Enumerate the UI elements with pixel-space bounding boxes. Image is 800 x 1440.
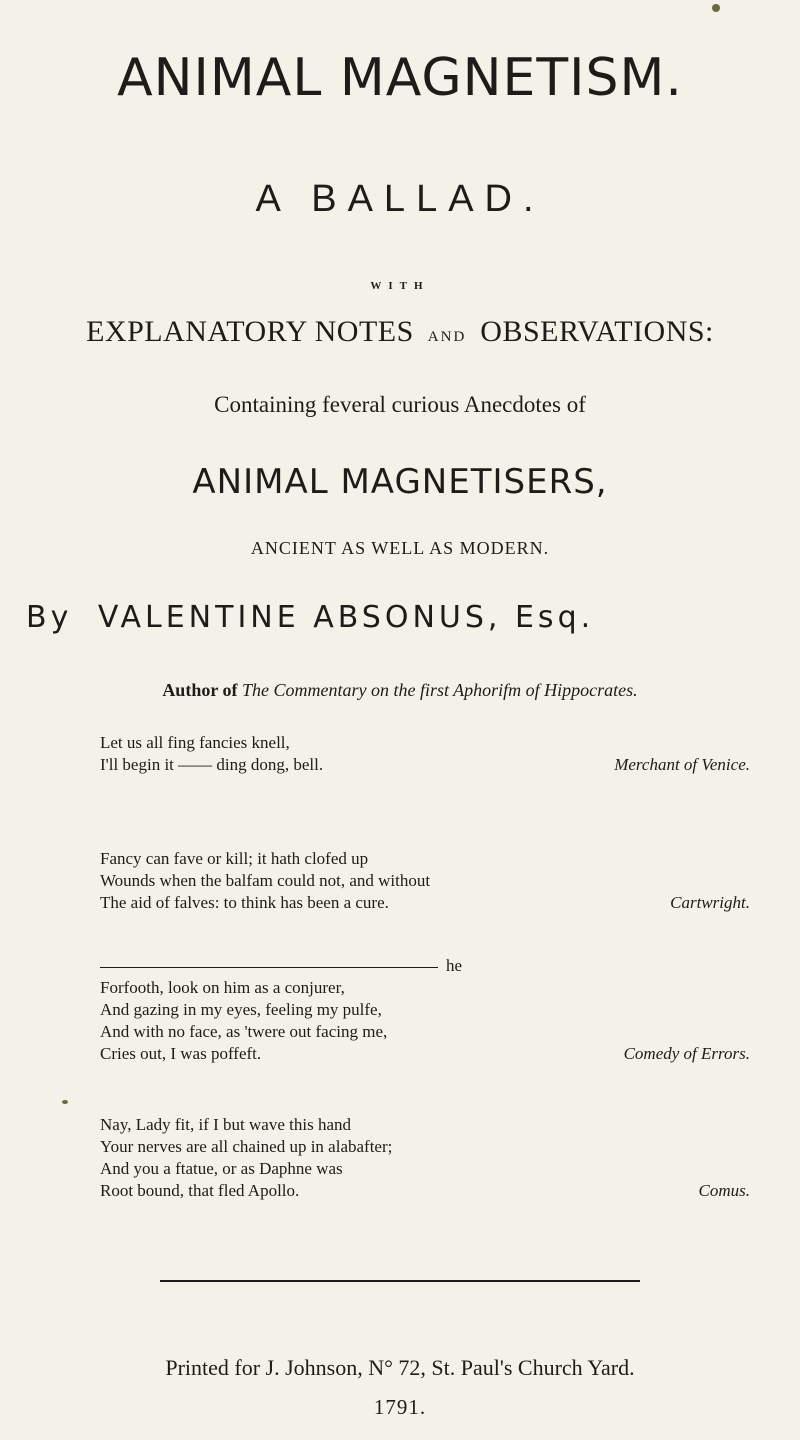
epigraph-line: Fancy can fave or kill; it hath clofed up [100, 849, 369, 868]
author-name: VALENTINE ABSONUS, Esq. [97, 600, 595, 635]
epigraph [100, 955, 750, 1065]
epigraph-lead-line [100, 955, 750, 977]
ancient-line: ANCIENT AS WELL AS MODERN. [250, 538, 550, 558]
epigraph-line: Your nerves are all chained up in alabafter; [100, 1137, 393, 1156]
byline-by: By [26, 600, 73, 635]
epigraph [100, 1114, 750, 1202]
ink-spot [62, 1100, 68, 1104]
epigraph-line: I'll begin it —— ding dong, bell. [100, 755, 324, 774]
ink-spot [712, 4, 720, 12]
epigraph [100, 732, 750, 776]
epigraph-line: Cries out, I was poffeft. [100, 1044, 262, 1063]
explanatory-and: AND [427, 329, 467, 345]
author-note-label: Author of [162, 680, 238, 700]
epigraph-line: Let us all fing fancies knell, [100, 733, 290, 752]
main-title: ANIMAL MAGNETISM. [117, 48, 683, 108]
imprint: Printed for J. Johnson, N° 72, St. Paul's Church Yard. [165, 1355, 635, 1380]
with-label: WITH [370, 280, 430, 292]
subtitle: A BALLAD. [255, 178, 545, 220]
explanatory-heading [0, 315, 800, 349]
epigraph-source: Merchant of Venice. [614, 755, 750, 774]
dash-rule [100, 967, 438, 968]
epigraph-line: Wounds when the balfam could not, and without [100, 871, 431, 890]
magnetisers-heading: ANIMAL MAGNETISERS, [192, 462, 608, 502]
explanatory-after: OBSERVATIONS: [480, 315, 714, 348]
epigraph-line: And with no face, as 'twere out facing me, [100, 1022, 388, 1041]
epigraph-source: Cartwright. [670, 893, 750, 912]
epigraph-source: Comus. [698, 1181, 750, 1200]
author-note [0, 680, 800, 701]
epigraph-line: Forfooth, look on him as a conjurer, [100, 978, 345, 997]
explanatory-before: EXPLANATORY NOTES [86, 315, 414, 348]
author-note-work: The Commentary on the first Aphorifm of Hippocrates. [242, 680, 638, 700]
epigraph-line: And you a ftatue, or as Daphne was [100, 1159, 343, 1178]
containing-line: Containing feveral curious Anecdotes of [214, 392, 586, 417]
epigraph [100, 848, 750, 914]
publication-year: 1791. [373, 1395, 427, 1419]
epigraph-line: Nay, Lady fit, if I but wave this hand [100, 1115, 351, 1134]
epigraph-lead: he [446, 956, 463, 975]
divider-rule [160, 1280, 640, 1282]
epigraph-source: Comedy of Errors. [623, 1044, 750, 1063]
epigraph-line: Root bound, that fled Apollo. [100, 1181, 300, 1200]
epigraph-line: The aid of falves: to think has been a cure. [100, 893, 389, 912]
byline [26, 600, 594, 635]
epigraph-line: And gazing in my eyes, feeling my pulfe, [100, 1000, 382, 1019]
